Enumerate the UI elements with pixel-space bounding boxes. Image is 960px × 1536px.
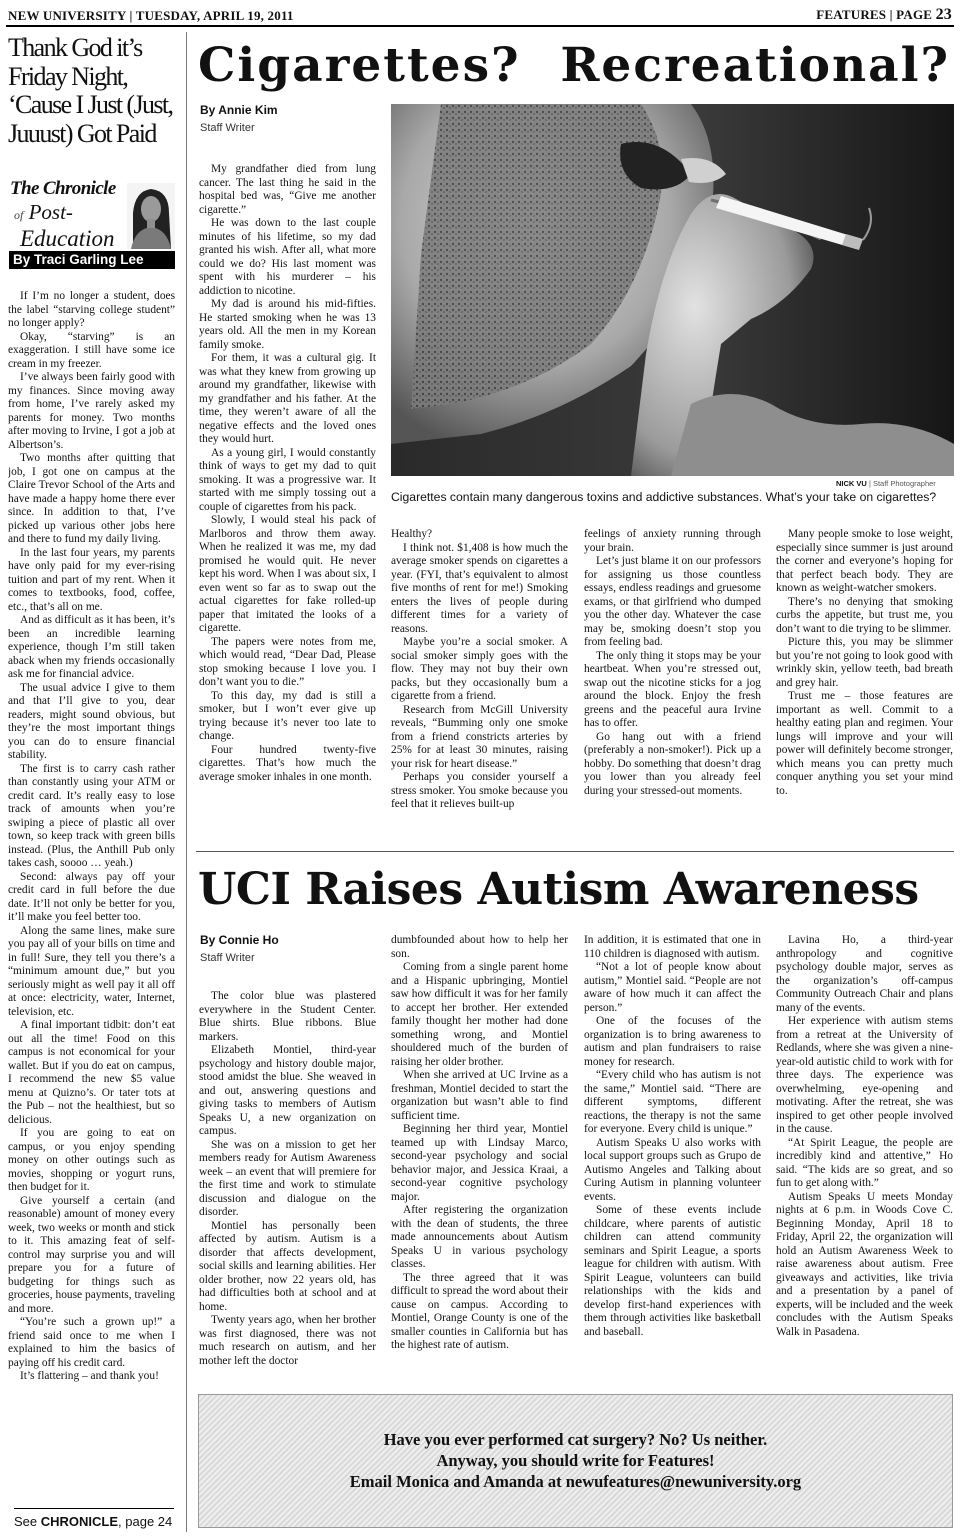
promo-line-1: Have you ever performed cat surgery? No? Us neither.: [383, 1430, 768, 1449]
paragraph: Some of these events include childcare, where parents of autistic children can attend community seminars and Spirit League, a sports league for children with autism. With Spirit League, volunteers can build relationships with the kids and develop first-hand experiences with them through activities like basketball and baseball.: [584, 1204, 761, 1338]
paragraph: Lavina Ho, a third-year anthropology and cognitive psychology double major, serves as the organization’s off-campus Community Outreach Chair and plans many of the events.: [776, 934, 953, 1014]
photo-credit: [836, 479, 936, 488]
jump-prefix: See: [14, 1514, 38, 1529]
paragraph: I think not. $1,408 is how much the average smoker spends on cigarettes a year. (FYI, that’s equivalent to almost five months of rent for me!) Smoking enters the lives of people during different times for a variety of reasons.: [391, 541, 568, 635]
paragraph: If you are going to eat on campus, or you enjoy spending money on other outings such as movies, shopping or yogurt runs, then budget for it.: [8, 1127, 175, 1193]
jump-line[interactable]: [14, 1514, 172, 1529]
paragraph: Perhaps you consider yourself a stress smoker. You smoke because you feel that it relieves built-up: [391, 771, 568, 810]
article1-byline: By Annie Kim: [200, 103, 278, 117]
page-number: 23: [935, 6, 952, 23]
sidebar-title-text: Thank God it’s Friday Night, ‘Cause I Just (Just, Juuust) Got Paid: [8, 34, 173, 148]
promo-line-2: Anyway, you should write for Features!: [436, 1451, 715, 1470]
article1-column-1: [199, 163, 376, 843]
article2-column-1: [199, 990, 376, 1386]
paragraph: The first is to carry cash rather than constantly using your ATM or credit card. It’s really easy to lose track of amounts when you’re swiping a piece of plastic all over town, so keep track with green bills instead. (Plus, the Anthill Pub only takes cash, soooo … yeah.): [8, 762, 175, 869]
paragraph: The three agreed that it was difficult to spread the word about their cause on campus. According to Montiel, Orange County is one of the smaller counties in California but has the highest rate of autism.: [391, 1271, 568, 1351]
paragraph: Four hundred twenty-five cigarettes. That’s how much the average smoker inhales in one month.: [199, 743, 376, 783]
paragraph: “Not a lot of people know about autism,” Montiel said. “People are not aware of how much it can affect the person.”: [584, 961, 761, 1014]
paragraph: Twenty years ago, when her brother was first diagnosed, there was not much research on autism, and her mother left the doctor: [199, 1314, 376, 1367]
photo-caption: Cigarettes contain many dangerous toxins and addictive substances. What’s your take on cigarettes?: [391, 490, 937, 504]
photo-credit-role: | Staff Photographer: [868, 479, 936, 488]
jump-rule: [14, 1508, 174, 1509]
paragraph: My grandfather died from lung cancer. The last thing he said in the hospital bed was, “Give me another cigarette.”: [199, 163, 376, 216]
page-header: [8, 4, 952, 24]
paragraph: Second: always pay off your credit card in full before the due date. It’ll not only be better for you, it’ll make you feel better too.: [8, 870, 175, 923]
paragraph: The usual advice I give to them and that I’ll give to you, dear readers, might sound obvious, but they’re the most important things you can do to ensure financial stability.: [8, 681, 175, 761]
paragraph: Beginning her third year, Montiel teamed up with Lindsay Marco, second-year psychology and social behavior major, and Jessica Kraai, a second-year cognitive psychology major.: [391, 1123, 568, 1203]
article2-column-4: [776, 934, 953, 1386]
paragraph: As a young girl, I would constantly think of ways to get my dad to quit smoking. It was a progressive war. It started with me simply tossing out a couple of cigarettes from his pack.: [199, 446, 376, 513]
article2-role: Staff Writer: [200, 952, 255, 964]
photo-credit-name: NICK VU: [836, 479, 867, 488]
paragraph: Give yourself a certain (and reasonable) amount of money every week, two weeks or month and stick to it. This amazing feat of self-control may surprise you and will prepare you for a future of budgeting for things such as groceries, house payments, traveling and more.: [8, 1194, 175, 1315]
paragraph: “At Spirit League, the people are incredibly kind and attentive,” Ho said. “The kids are so great, and so fun to get along with.”: [776, 1136, 953, 1189]
paragraph: I’ve always been fairly good with my finances. Since moving away from home, I’ve rarely asked my parents for money. Two months after moving to Irvine, I got a job at Albertson’s.: [8, 371, 175, 451]
paragraph: Coming from a single parent home and a Hispanic upbringing, Montiel saw how difficult it was for her family to accept her brother. Her extended family thought her mother had done something wrong, and Montiel shouldered much of the burden of raising her older brother.: [391, 961, 568, 1068]
column-name: The Chronicle: [10, 178, 116, 199]
section-label: [816, 6, 952, 24]
paragraph: Autism Speaks U meets Monday nights at 6 p.m. in Woods Cove C. Beginning Monday, April 18 to Friday, April 22, the organization will hold an Autism Awareness Week to raise awareness about autism. Free giveaways and activities, like trivia and a presentation by a panel of experts, will be included and the week concludes with the Autism Speaks Walk in Pasadena.: [776, 1190, 953, 1338]
section-name: FEATURES | PAGE: [816, 7, 933, 22]
paragraph: Let’s just blame it on our professors for assigning us those countless essays, endless readings and gruesome exams, or that girlfriend who dumped you the other day. Whatever the case may be, smoking doesn’t stop you from feeling bad.: [584, 555, 761, 648]
paragraph: One of the focuses of the organization is to bring awareness to autism and plan fundraisers to raise money for research.: [584, 1015, 761, 1068]
paragraph: And as difficult as it has been, it’s been an incredible learning experience, though I’m still taken aback when my friends occasionally ask me for financial advice.: [8, 614, 175, 680]
promo-line-3[interactable]: Email Monica and Amanda at newufeatures@newuniversity.org: [349, 1472, 802, 1491]
article1-column-3: [584, 528, 761, 846]
issue-date: NEW UNIVERSITY | TUESDAY, APRIL 19, 2011: [8, 8, 294, 23]
paragraph: Picture this, you may be slimmer but you’re not going to look good with wrinkly skin, yellow teeth, bad breath and grey hair.: [776, 636, 953, 689]
article-separator: [196, 851, 954, 852]
paragraph: He was down to the last couple minutes of his lifetime, so my dad granted his wish. After all, what more could we do? His last moment was spent with his murderer – his addiction to nicotine.: [199, 217, 376, 297]
paragraph: If I’m no longer a student, does the label “starving college student” no longer apply?: [8, 290, 175, 329]
article1-byline-block: [200, 103, 380, 134]
paragraph: dumbfounded about how to help her son.: [391, 934, 568, 960]
article2-byline-block: [200, 933, 380, 964]
article1-role: Staff Writer: [200, 122, 255, 134]
headline-left: Cigarettes?: [198, 38, 521, 93]
article1-headline: [198, 40, 950, 92]
sidebar-title: [8, 34, 176, 176]
paragraph: In the last four years, my parents have only paid for my ever-rising tuition and part of my rent. When it comes to textbooks, food, coffee, etc., that’s all on me.: [8, 546, 175, 613]
paragraph: “You’re such a grown up!” a friend said once to me when I explained to him the basics of paying off his credit card.: [8, 1316, 175, 1369]
column-divider: [186, 32, 187, 1532]
paragraph: Autism Speaks U also works with local support groups such as Grupo de Autismo Angeles and Talking about Curing Autism in planning volunteer events.: [584, 1136, 761, 1203]
paragraph: Two months after quitting that job, I got one on campus at the Claire Trevor School of the Arts and have made a happy home there ever since. In addition to that, I’ve picked up various other jobs here and there to fund my daily living.: [8, 452, 175, 545]
paragraph: The papers were notes from me, which would read, “Dear Dad, Please stop smoking because I love you. I don’t want you to die.”: [199, 635, 376, 688]
columnist-photo: [127, 183, 175, 249]
headline-right: Recreational?: [560, 38, 950, 93]
paragraph: She was on a mission to get her members ready for Autism Awareness week – an event that will premiere for the first time and work to stimulate discussion and dialogue on the disorder.: [199, 1138, 376, 1218]
paragraph: The color blue was plastered everywhere in the Student Center. Blue shirts. Blue ribbons. Blue markers.: [199, 990, 376, 1043]
paragraph: It’s flattering – and thank you!: [20, 1370, 159, 1382]
paragraph: Montiel has personally been affected by autism. Autism is a disorder that affects development, social skills and learning abilities. Her older brother, now 22 years old, has had difficulties both at school and at home.: [199, 1219, 376, 1313]
paragraph: After registering the organization with the dean of students, the three made announcements about Autism Speaks U in various psychology classes.: [391, 1204, 568, 1270]
paragraph: Along the same lines, make sure you pay all of your bills on time and in full! Sure, they tell you there’s a “minimum amount due,” but you seriously might as well pay it all off at once: electricity, water, Internet, television, etc.: [8, 924, 175, 1018]
article2-column-3: [584, 934, 761, 1386]
paragraph: For them, it was a cultural gig. It was what they knew from growing up around my grandfather, likewise with my grandfather and his father. At the time, they weren’t aware of all the negative effects and the loved ones they would hurt.: [199, 352, 376, 445]
paragraph: Many people smoke to lose weight, especially since summer is just around the corner and everyone’s hoping for that perfect beach body. They are known as weight-watcher smokers.: [776, 528, 953, 594]
column-of: of: [14, 208, 24, 222]
promo-box: [198, 1394, 953, 1528]
article2-byline: By Connie Ho: [200, 933, 279, 947]
paragraph: “Every child who has autism is not the same,” Montiel said. “There are different symptoms, different reactions, the therapy is not the same for everyone. Every child is unique.”: [584, 1069, 761, 1135]
sidebar-byline: By Traci Garling Lee: [9, 251, 175, 269]
paragraph: A final important tidbit: don’t eat out all the time! Food on this campus is not economical for your wallet. But if you do eat on campus, I recommend the new $5 value menu at Quizno’s. Or tater tots at the Pub – not the healthiest, but so delicious.: [8, 1019, 175, 1126]
paragraph: Okay, “starving” is an exaggeration. I still have some ice cream in my freezer.: [8, 330, 175, 370]
article1-column-2: [391, 528, 568, 846]
paragraph: Research from McGill University reveals, “Bumming only one smoke from a friend constricts arteries by 25% for at least 30 minutes, raising your risk for heart disease.”: [391, 703, 568, 770]
jump-page: , page 24: [118, 1514, 173, 1529]
paragraph: Healthy?: [391, 528, 433, 540]
jump-name: CHRONICLE: [40, 1514, 119, 1529]
column-logo: [10, 178, 128, 251]
paragraph: There’s no denying that smoking curbs the appetite, but trust me, you don’t want to die trying to be slimmer.: [776, 595, 953, 635]
paragraph: Elizabeth Montiel, third-year psychology and history double major, stood amidst the blue. She weaved in and out, answering questions and giving tasks to members of Autism Speaks U, a new organization on campus.: [199, 1044, 376, 1137]
paragraph: feelings of anxiety running through your brain.: [584, 528, 761, 554]
paragraph: The only thing it stops may be your heartbeat. When you’re stressed out, swap out the nicotine sticks for a jog around the block. Enjoy the fresh greens and the peaceful aura Irvine has to offer.: [584, 649, 761, 729]
smoking-photo: [391, 104, 954, 476]
article2-headline: UCI Raises Autism Awareness: [198, 864, 919, 915]
paragraph: Trust me – those features are important as well. Commit to a healthy eating plan and regimen. Your lungs will improve and your will power will definitely become stronger, which means you can pretty much conquer anything you set your mind to.: [776, 690, 953, 797]
sidebar-body: [8, 290, 175, 1510]
paragraph: Maybe you’re a social smoker. A social smoker simply goes with the flow. They may not buy their own packs, but they occasionally bum a cigarette from a friend.: [391, 636, 568, 702]
paragraph: Go hang out with a friend (preferably a non-smoker!). Pick up a hobby. Do something that doesn’t drag you lower than you already feel during your stressed-out moments.: [584, 730, 761, 797]
paragraph: When she arrived at UC Irvine as a freshman, Montiel decided to start the organization but wasn’t able to find sufficient time.: [391, 1069, 568, 1122]
paragraph: Her experience with autism stems from a retreat at the University of Redlands, where she was given a nine-year-old autistic child to work with for three days. The experience was overwhelming, eye-opening and motivating. After the retreat, she was inspired to get other people involved in the cause.: [776, 1015, 953, 1135]
paragraph: Slowly, I would steal his pack of Marlboros and throw them away. When he realized it was me, my dad promised he would quit. He never kept his word. When I was about six, I even went so far as to swap out the actual cigarettes for fake rolled-up paper that imitated the looks of a cigarette.: [199, 514, 376, 634]
header-rule: [6, 25, 954, 27]
paragraph: In addition, it is estimated that one in 110 children is diagnosed with autism.: [584, 934, 761, 960]
article2-column-2: [391, 934, 568, 1386]
column-post: Post-: [28, 200, 73, 224]
paragraph: To this day, my dad is still a smoker, but I won’t ever give up trying because it’s never too late to change.: [199, 689, 376, 742]
paragraph: My dad is around his mid-fifties. He started smoking when he was 13 years old. All the men in my Korean family smoke.: [199, 298, 376, 351]
article1-column-4: [776, 528, 953, 846]
column-education: Education: [20, 226, 115, 251]
